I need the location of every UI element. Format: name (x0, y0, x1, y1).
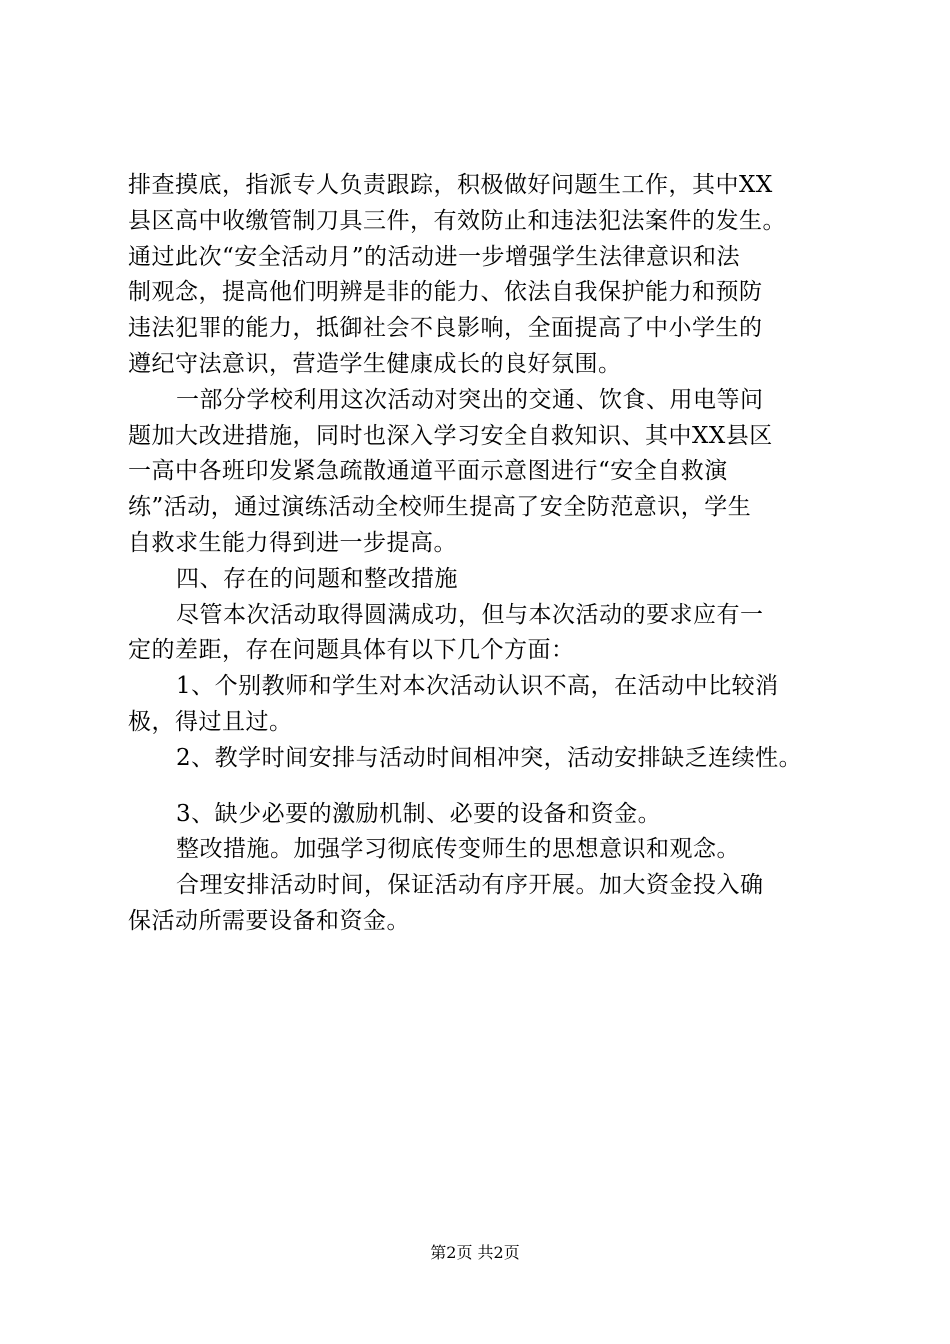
text-line: 排查摸底，指派专人负责跟踪，积极做好问题生工作，其中XX (128, 172, 773, 198)
list-item-3: 3、缺少必要的激励机制、必要的设备和资金。 (176, 800, 662, 827)
paragraph-start-line: 合理安排活动时间，保证活动有序开展。加大资金投入确 (176, 872, 764, 899)
text-line: 定的差距，存在问题具体有以下几个方面： (128, 637, 575, 664)
text-line: 遵纪守法意识，营造学生健康成长的良好氛围。 (128, 350, 622, 377)
list-item-2: 2、教学时间安排与活动时间相冲突，活动安排缺乏连续性。 (176, 744, 803, 771)
text-line: 保活动所需要设备和资金。 (128, 907, 410, 934)
paragraph-start-line: 整改措施。加强学习彻底传变师生的思想意识和观念。 (176, 836, 740, 863)
text-line: 违法犯罪的能力，抵御社会不良影响，全面提高了中小学生的 (128, 315, 763, 342)
text-line: 极，得过且过。 (128, 708, 293, 735)
text-line: 县区高中收缴管制刀具三件，有效防止和违法犯法案件的发生。 (128, 207, 786, 234)
list-item-1: 1、个别教师和学生对本次活动认识不高，在活动中比较消 (176, 673, 779, 700)
text-line: 练”活动，通过演练活动全校师生提高了安全防范意识，学生 (128, 494, 752, 521)
text-line: 一高中各班印发紧急疏散通道平面示意图进行“安全自救演 (128, 458, 728, 485)
paragraph-gap (128, 777, 848, 797)
paragraph-start-line: 尽管本次活动取得圆满成功，但与本次活动的要求应有一 (176, 601, 764, 628)
paragraph-start-line: 一部分学校利用这次活动对突出的交通、饮食、用电等问 (176, 386, 764, 413)
text-line: 自救求生能力得到进一步提高。 (128, 529, 457, 556)
section-heading: 四、存在的问题和整改措施 (176, 565, 458, 592)
document-body (128, 168, 848, 940)
page-number-footer: 第2页 共2页 (430, 1243, 520, 1262)
text-line: 题加大改进措施，同时也深入学习安全自救知识、其中XX县区 (128, 422, 773, 449)
text-line: 制观念，提高他们明辨是非的能力、依法自我保护能力和预防 (128, 279, 763, 306)
text-line: 通过此次“安全活动月”的活动进一步增强学生法律意识和法 (128, 243, 741, 270)
